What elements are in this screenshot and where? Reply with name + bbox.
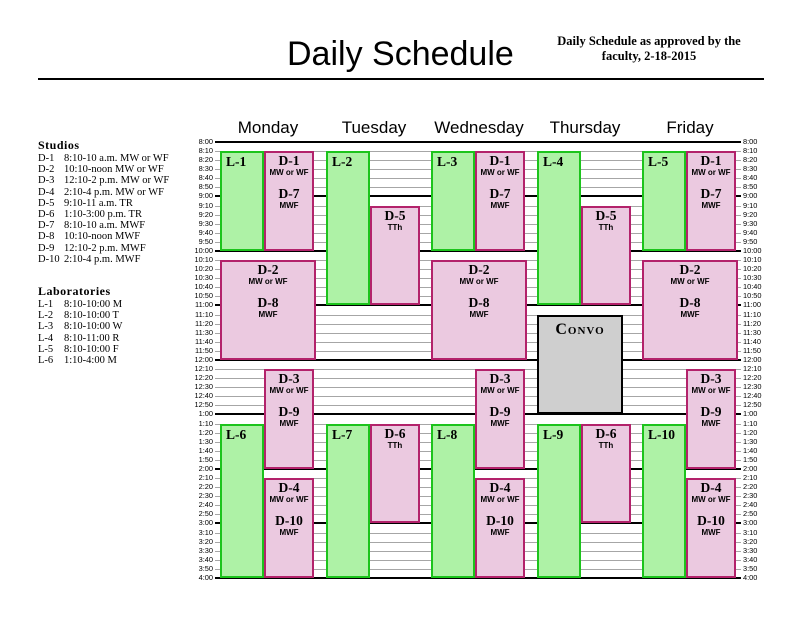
studio-code: D-6: [38, 208, 55, 220]
time-label: 12:00: [194, 354, 213, 364]
time-label: 3:40: [198, 554, 213, 564]
lab-code: L-1: [38, 299, 54, 310]
labs-heading: Laboratories: [38, 284, 111, 298]
time-label: 2:30: [198, 491, 213, 501]
time-label: 10:30: [743, 273, 762, 283]
studio-label: D-4: [278, 480, 300, 496]
studio-days: MWF: [258, 310, 278, 320]
studio-code: D-4: [38, 186, 55, 198]
time-label: 10:00: [743, 245, 762, 255]
studio-block: [686, 369, 736, 469]
time-label: 12:40: [743, 391, 762, 401]
hour-gridline: [215, 141, 741, 143]
studio-label: D-4: [489, 480, 511, 496]
studio-desc: 10:10-noon MWF: [64, 231, 141, 243]
studio-desc: 8:10-10 a.m. MW or WF: [64, 153, 169, 164]
studio-days: TTh: [598, 222, 614, 232]
header-divider: [38, 78, 764, 80]
time-label: 3:00: [743, 518, 758, 528]
studio-block: [370, 424, 420, 524]
lab-block: [642, 151, 686, 251]
time-label: 3:30: [743, 545, 758, 555]
time-label: 8:00: [743, 137, 758, 146]
studio-code: D-1: [38, 153, 55, 164]
studio-desc: 1:10-3:00 p.m. TR: [64, 208, 142, 220]
time-label: 2:10: [743, 473, 758, 483]
time-label: 11:40: [743, 336, 761, 346]
time-label: 2:20: [743, 482, 758, 492]
studio-label: D-4: [700, 480, 722, 496]
time-label: 1:00: [198, 409, 213, 419]
lab-code: L-6: [38, 354, 54, 366]
studio-label: D-2: [679, 262, 701, 278]
studio-label: D-8: [468, 295, 490, 311]
studio-block: [475, 478, 525, 578]
time-label: 11:20: [195, 318, 213, 328]
time-label: 9:30: [743, 218, 758, 228]
time-label: 1:10: [198, 418, 213, 428]
time-label: 9:50: [198, 236, 213, 246]
time-label: 3:00: [198, 518, 213, 528]
time-label: 8:10: [198, 146, 213, 156]
studio-days: MWF: [680, 310, 700, 320]
lab-row: [38, 321, 122, 332]
day-header-thursday: Thursday: [549, 118, 621, 137]
studio-days: MW or WF: [691, 495, 731, 505]
time-label: 10:10: [743, 255, 762, 265]
lab-block: [220, 151, 264, 251]
lab-block: [220, 424, 264, 578]
studio-label: D-7: [278, 186, 300, 202]
time-label: 1:30: [743, 436, 758, 446]
lab-code: L-4: [38, 332, 54, 344]
time-label: 9:00: [198, 191, 213, 201]
studio-days: MWF: [701, 528, 721, 538]
studio-days: MWF: [279, 528, 299, 538]
lab-desc: 8:10-10:00 F: [64, 343, 119, 355]
studio-label: D-9: [700, 404, 722, 420]
time-label: 3:10: [198, 527, 213, 537]
studio-label: D-1: [278, 153, 300, 169]
lab-block: [431, 424, 475, 578]
time-label: 10:40: [743, 282, 762, 292]
time-label: 3:20: [743, 536, 758, 546]
studio-code: D-2: [38, 164, 55, 176]
time-label: 2:00: [198, 463, 213, 473]
time-label: 12:10: [743, 364, 762, 374]
time-label: 12:50: [743, 400, 762, 410]
studio-label: D-8: [679, 295, 701, 311]
time-label: 8:20: [743, 155, 758, 165]
lab-row: [38, 333, 122, 344]
studio-desc: 12:10-2 p.m. MWF: [64, 242, 146, 254]
studio-block: [264, 369, 314, 469]
lab-desc: 8:10-10:00 T: [64, 310, 119, 322]
time-label: 8:30: [198, 164, 213, 174]
time-label: 10:30: [194, 273, 213, 283]
lab-row: [38, 310, 122, 321]
studio-label: D-10: [697, 513, 725, 529]
studio-days: MW or WF: [269, 168, 309, 178]
time-label: 9:00: [743, 191, 758, 201]
studio-row: [38, 175, 169, 186]
time-label: 11:50: [743, 345, 761, 355]
time-label: 9:50: [743, 236, 758, 246]
lab-code: L-5: [38, 343, 54, 355]
lab-row: [38, 355, 122, 366]
lab-desc: 8:10-11:00 R: [64, 332, 120, 344]
time-label: 11:50: [195, 345, 213, 355]
time-label: 1:50: [743, 454, 758, 464]
studio-code: D-8: [38, 231, 55, 243]
time-label: 9:40: [198, 227, 213, 237]
time-label: 10:40: [194, 282, 213, 292]
time-label: 2:50: [743, 509, 758, 519]
studio-label: D-5: [595, 207, 617, 223]
studio-label: D-2: [468, 262, 490, 278]
studio-block: [686, 151, 736, 251]
studio-block: [431, 260, 527, 360]
time-label: 1:20: [198, 427, 213, 437]
studio-block: [475, 369, 525, 469]
time-label: 10:00: [194, 245, 213, 255]
studio-row: [38, 164, 169, 175]
studio-row: [38, 254, 169, 265]
time-label: 3:10: [743, 527, 758, 537]
studio-days: MW or WF: [691, 386, 731, 396]
studio-desc: 9:10-11 a.m. TR: [64, 197, 133, 209]
studio-row: [38, 153, 169, 164]
time-label: 11:10: [195, 309, 213, 319]
studio-code: D-5: [38, 197, 55, 209]
studio-label: D-1: [489, 153, 511, 169]
time-label: 9:40: [743, 227, 758, 237]
lab-code: L-2: [38, 310, 54, 322]
time-label: 12:50: [194, 400, 213, 410]
studio-days: TTh: [387, 222, 403, 232]
time-label: 2:50: [198, 509, 213, 519]
time-label: 8:20: [198, 155, 213, 165]
studio-label: D-5: [384, 207, 406, 223]
lab-label: L-7: [332, 426, 353, 442]
time-label: 9:20: [198, 209, 213, 219]
studio-days: MW or WF: [480, 386, 520, 396]
time-label: 2:00: [743, 463, 758, 473]
lab-row: [38, 299, 122, 310]
time-label: 10:50: [743, 291, 762, 301]
time-label: 2:10: [198, 473, 213, 483]
time-label: 12:10: [194, 364, 213, 374]
time-label: 12:20: [194, 373, 213, 383]
time-label: 4:00: [198, 572, 213, 582]
studio-code: D-7: [38, 220, 55, 232]
lab-label: L-5: [648, 154, 669, 170]
labs-list: [38, 299, 122, 366]
lab-row: [38, 344, 122, 355]
studio-row: [38, 209, 169, 220]
studio-block: [642, 260, 738, 360]
studio-label: D-1: [700, 153, 722, 169]
lab-block: [431, 151, 475, 251]
studio-days: MW or WF: [248, 277, 288, 287]
time-label: 2:30: [743, 491, 758, 501]
studio-label: D-3: [278, 371, 300, 387]
studio-label: D-9: [489, 404, 511, 420]
lab-label: L-10: [648, 426, 675, 442]
time-label: 1:50: [198, 454, 213, 464]
time-label: 8:40: [198, 173, 213, 183]
studio-block: [475, 151, 525, 251]
studio-days: MW or WF: [670, 277, 710, 287]
studio-days: MWF: [279, 201, 299, 211]
time-label: 8:50: [743, 182, 758, 192]
studios-heading: Studios: [38, 138, 80, 152]
studio-days: MW or WF: [269, 495, 309, 505]
time-label: 8:00: [198, 137, 213, 146]
studio-row: [38, 187, 169, 198]
convo-label: Convo: [555, 320, 605, 338]
time-label: 3:50: [743, 563, 758, 573]
time-label: 1:40: [743, 445, 758, 455]
studio-block: [686, 478, 736, 578]
studio-days: MW or WF: [459, 277, 499, 287]
time-label: 11:20: [743, 318, 761, 328]
time-label: 10:20: [743, 264, 762, 274]
lab-block: [537, 424, 581, 578]
studio-days: MW or WF: [691, 168, 731, 178]
studio-label: D-9: [278, 404, 300, 420]
studio-days: MWF: [490, 201, 510, 211]
studio-block: [220, 260, 316, 360]
studio-block: [264, 478, 314, 578]
time-label: 3:50: [198, 563, 213, 573]
studio-row: [38, 231, 169, 242]
time-label: 1:20: [743, 427, 758, 437]
studio-days: TTh: [598, 440, 614, 450]
day-header-monday: Monday: [237, 118, 299, 137]
time-label: 8:10: [743, 146, 758, 156]
time-label: 2:40: [743, 500, 758, 510]
studio-code: D-3: [38, 175, 55, 187]
studio-label: D-2: [257, 262, 279, 278]
studio-days: TTh: [387, 440, 403, 450]
time-label: 11:30: [195, 327, 213, 337]
time-label: 9:30: [198, 218, 213, 228]
studio-days: MWF: [469, 310, 489, 320]
studio-days: MWF: [701, 201, 721, 211]
studio-desc: 10:10-noon MW or WF: [64, 164, 164, 176]
time-label: 2:20: [198, 482, 213, 492]
studio-label: D-6: [595, 425, 617, 441]
time-label: 11:00: [743, 300, 761, 310]
studio-days: MWF: [490, 528, 510, 538]
time-label: 8:40: [743, 173, 758, 183]
lab-block: [326, 424, 370, 578]
time-label: 3:30: [198, 545, 213, 555]
studio-row: [38, 220, 169, 231]
lab-desc: 8:10-10:00 M: [64, 299, 123, 310]
studio-days: MW or WF: [480, 495, 520, 505]
studio-label: D-3: [700, 371, 722, 387]
studio-label: D-7: [489, 186, 511, 202]
time-label: 11:10: [743, 309, 761, 319]
time-label: 12:20: [743, 373, 762, 383]
day-header-friday: Friday: [666, 118, 714, 137]
time-label: 4:00: [743, 572, 758, 582]
lab-desc: 8:10-10:00 W: [64, 321, 123, 333]
time-label: 9:10: [743, 200, 758, 210]
lab-block: [326, 151, 370, 305]
studios-list: [38, 153, 169, 265]
time-label: 9:20: [743, 209, 758, 219]
studio-block: [370, 206, 420, 306]
page-title: Daily Schedule: [287, 35, 514, 73]
studio-desc: 8:10-10 a.m. MWF: [64, 220, 146, 232]
lab-code: L-3: [38, 321, 54, 333]
lab-block: [537, 151, 581, 305]
time-label: 12:00: [743, 354, 762, 364]
time-label: 1:30: [198, 436, 213, 446]
time-label: 12:30: [743, 382, 762, 392]
time-label: 2:40: [198, 500, 213, 510]
lab-label: L-1: [226, 154, 247, 170]
approval-note: Daily Schedule as approved by the faculty, 2-18-2015: [557, 34, 741, 63]
studio-block: [581, 206, 631, 306]
time-label: 8:30: [743, 164, 758, 174]
studio-desc: 2:10-4 p.m. MWF: [64, 253, 141, 265]
studio-days: MWF: [279, 419, 299, 429]
studio-row: [38, 243, 169, 254]
time-label: 10:20: [194, 264, 213, 274]
studio-label: D-10: [275, 513, 303, 529]
time-label: 1:40: [198, 445, 213, 455]
studio-block: [581, 424, 631, 524]
time-label: 8:50: [198, 182, 213, 192]
time-label: 12:40: [194, 391, 213, 401]
time-label: 12:30: [194, 382, 213, 392]
studio-block: [264, 151, 314, 251]
lab-label: L-4: [543, 154, 564, 170]
studio-label: D-7: [700, 186, 722, 202]
studio-desc: 12:10-2 p.m. MW or WF: [64, 175, 170, 187]
studio-days: MWF: [701, 419, 721, 429]
lab-label: L-8: [437, 426, 458, 442]
studio-code: D-9: [38, 242, 55, 254]
time-label: 10:10: [194, 255, 213, 265]
lab-label: L-9: [543, 426, 564, 442]
studio-days: MW or WF: [480, 168, 520, 178]
time-label: 11:40: [195, 336, 213, 346]
studio-code: D-10: [38, 253, 60, 265]
lab-label: L-3: [437, 154, 458, 170]
time-label: 1:00: [743, 409, 758, 419]
studio-row: [38, 198, 169, 209]
studio-desc: 2:10-4 p.m. MW or WF: [64, 186, 164, 198]
studio-days: MWF: [490, 419, 510, 429]
lab-label: L-6: [226, 426, 247, 442]
time-label: 11:30: [743, 327, 761, 337]
lab-block: [642, 424, 686, 578]
time-label: 11:00: [195, 300, 213, 310]
studio-label: D-10: [486, 513, 514, 529]
time-label: 3:20: [198, 536, 213, 546]
studio-label: D-8: [257, 295, 279, 311]
studio-label: D-6: [384, 425, 406, 441]
lab-label: L-2: [332, 154, 353, 170]
time-label: 10:50: [194, 291, 213, 301]
studio-days: MW or WF: [269, 386, 309, 396]
day-header-wednesday: Wednesday: [434, 118, 524, 137]
convo-block: [537, 315, 623, 415]
time-label: 3:40: [743, 554, 758, 564]
time-label: 1:10: [743, 418, 758, 428]
day-header-tuesday: Tuesday: [341, 118, 407, 137]
studio-label: D-3: [489, 371, 511, 387]
lab-desc: 1:10-4:00 M: [64, 354, 117, 366]
time-label: 9:10: [198, 200, 213, 210]
